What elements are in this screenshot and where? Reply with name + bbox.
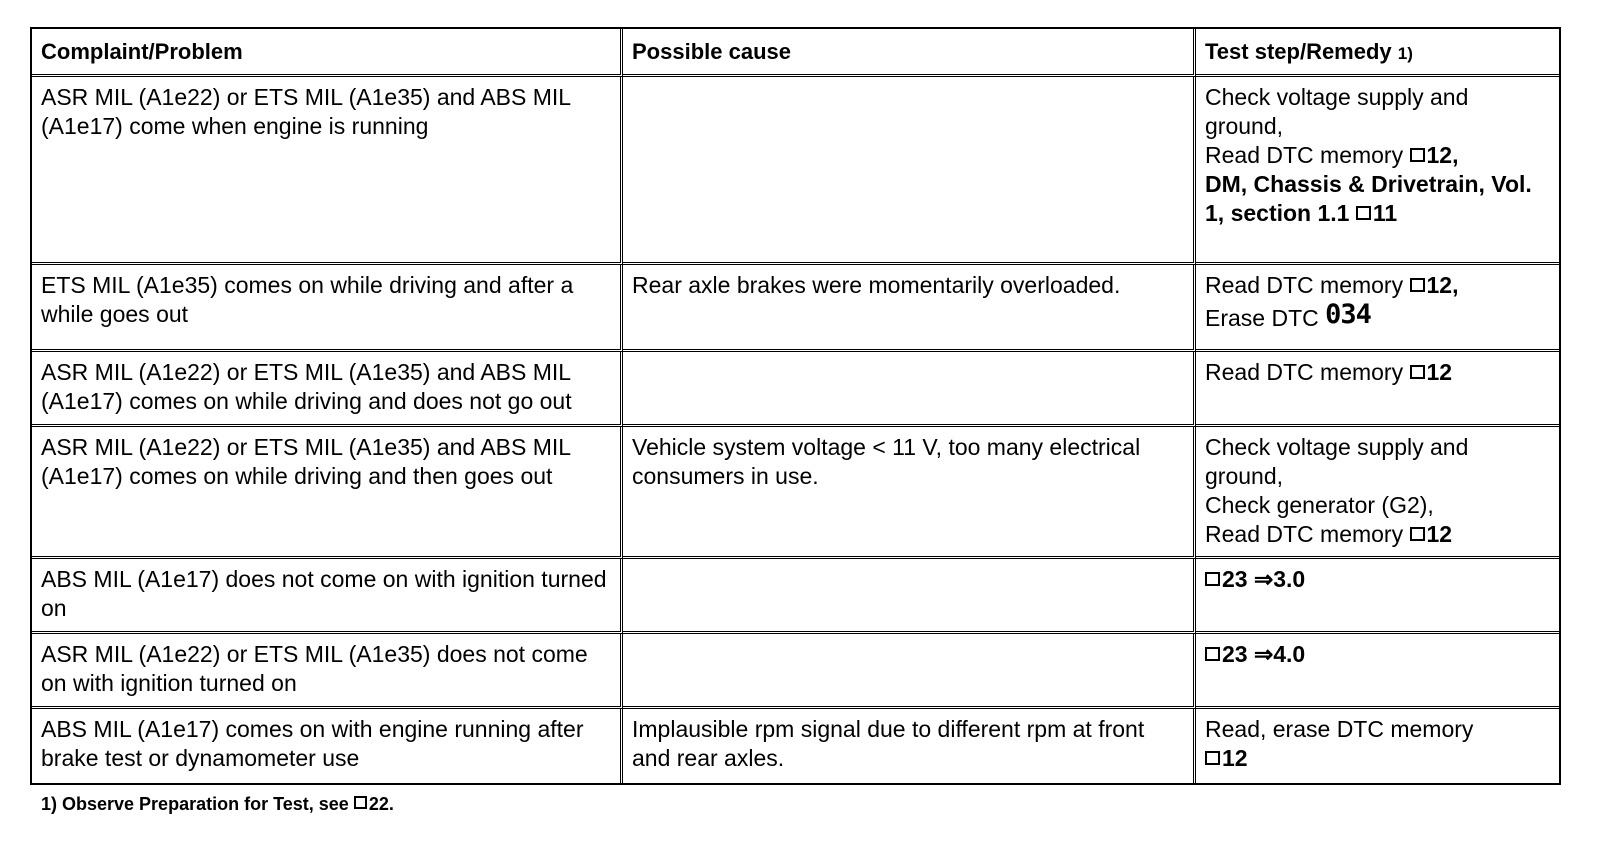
header-complaint: Complaint/Problem	[32, 29, 623, 77]
remedy-cell: Check voltage supply and ground, Read DTC memory 12, DM, Chassis & Drivetrain, Vol. 1, section 1.1 11	[1196, 77, 1559, 265]
reference-link[interactable]: 12	[1426, 359, 1453, 385]
reference-link[interactable]: 22.	[368, 794, 394, 814]
reference-box-icon	[1205, 647, 1220, 661]
footnote-marker: 1)	[1397, 44, 1413, 63]
complaint-cell: ETS MIL (A1e35) comes on while driving and after a while goes out	[32, 265, 623, 352]
table-row	[32, 709, 1559, 783]
reference-link[interactable]: 12	[1426, 521, 1453, 547]
reference-box-icon	[1410, 365, 1425, 379]
reference-box-icon	[1205, 572, 1220, 586]
remedy-cell: Read, erase DTC memory 12	[1205, 716, 1474, 771]
reference-box-icon	[1410, 527, 1425, 541]
reference-text: DM, Chassis & Drivetrain, Vol. 1, section 1.1	[1205, 171, 1532, 226]
remedy-cell	[1196, 559, 1559, 634]
reference-link[interactable]: 12,	[1426, 272, 1459, 298]
fault-code-display: 034	[1325, 299, 1371, 330]
reference-box-icon	[1410, 278, 1425, 292]
reference-link[interactable]: 23 ⇒3.0	[1222, 566, 1306, 592]
header-cause: Possible cause	[623, 29, 1196, 77]
table-row	[32, 634, 1559, 709]
cause-cell	[623, 559, 1196, 634]
cause-cell	[623, 352, 1196, 427]
reference-box-icon	[1205, 751, 1220, 765]
header-remedy: Test step/Remedy 1)	[1196, 29, 1559, 77]
reference-link[interactable]: 12	[1222, 745, 1248, 771]
table-row	[32, 265, 1559, 352]
cause-cell: Vehicle system voltage < 11 V, too many electrical consumers in use.	[623, 427, 1196, 559]
complaint-cell: ASR MIL (A1e22) or ETS MIL (A1e35) and ABS MIL (A1e17) comes on while driving and does not go out	[32, 352, 623, 427]
reference-link[interactable]: 23 ⇒4.0	[1222, 641, 1306, 667]
table-row	[32, 77, 1559, 265]
complaint-cell: ASR MIL (A1e22) or ETS MIL (A1e35) does not come on with ignition turned on	[32, 634, 623, 709]
complaint-cell: ASR MIL (A1e22) or ETS MIL (A1e35) and ABS MIL (A1e17) come when engine is running	[32, 77, 623, 265]
reference-box-icon	[1356, 206, 1371, 220]
table-row	[32, 559, 1559, 634]
cause-cell: Implausible rpm signal due to different rpm at front and rear axles.	[623, 709, 1196, 783]
cause-cell	[623, 634, 1196, 709]
reference-box-icon	[354, 796, 367, 809]
complaint-cell: ABS MIL (A1e17) does not come on with ignition turned on	[32, 559, 623, 634]
header-row	[32, 29, 1559, 77]
footnote: 1) Observe Preparation for Test, see 22.	[41, 794, 394, 814]
cause-cell	[623, 77, 1196, 265]
remedy-cell: Read DTC memory 12, Erase DTC 034	[1196, 265, 1559, 352]
reference-box-icon	[1410, 148, 1425, 162]
remedy-cell: Check voltage supply and ground, Check generator (G2), Read DTC memory 12	[1196, 427, 1559, 559]
troubleshooting-table	[30, 27, 1561, 785]
reference-link[interactable]: 12,	[1426, 142, 1459, 168]
remedy-cell	[1196, 634, 1559, 709]
table-row	[32, 352, 1559, 427]
remedy-cell: Read DTC memory 12	[1196, 352, 1559, 427]
cause-cell: Rear axle brakes were momentarily overloaded.	[623, 265, 1196, 352]
complaint-cell: ABS MIL (A1e17) comes on with engine running after brake test or dynamometer use	[32, 709, 623, 783]
complaint-cell: ASR MIL (A1e22) or ETS MIL (A1e35) and ABS MIL (A1e17) comes on while driving and then goes out	[32, 427, 623, 559]
table-row	[32, 427, 1559, 559]
reference-link[interactable]: 11	[1372, 200, 1398, 226]
